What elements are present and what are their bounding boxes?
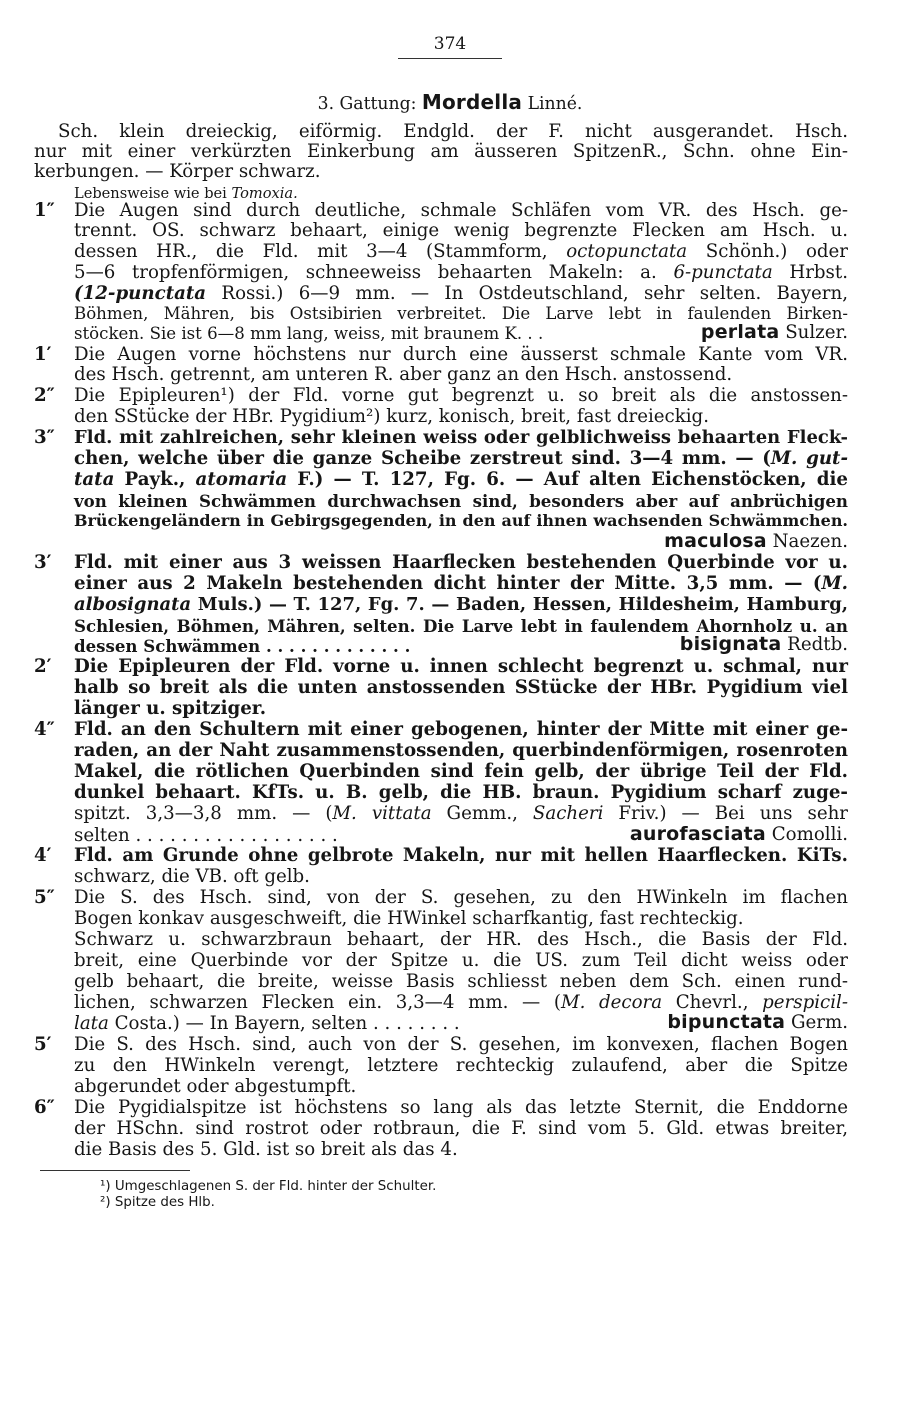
species-name: bisignata xyxy=(679,633,782,655)
entry-line: abgerundet oder abgestumpft. xyxy=(74,1076,357,1097)
key-marker: 2″ xyxy=(34,385,55,406)
entry-line: Schlesien, Böhmen, Mähren, selten. Die Larve lebt in faulendem Ahornholz u. an xyxy=(74,616,848,636)
page-number-rule xyxy=(398,58,502,59)
key-marker: 1′ xyxy=(34,344,52,365)
entry-line: Die Epipleuren¹) der Fld. vorne gut begrenzt u. so breit als die anstossen- xyxy=(74,385,848,406)
entry-line: zu den HWinkeln verengt, letztere rechteckig zulaufend, aber die Spitze xyxy=(74,1055,848,1076)
species-line: bipunctata Germ. xyxy=(667,1011,848,1033)
species-name: maculosa xyxy=(664,530,767,552)
entry-line: Die S. des Hsch. sind, von der S. gesehen, zu den HWinkeln im flachen xyxy=(74,887,848,908)
entry-line: lata Costa.) — In Bayern, selten . . . . . . . . xyxy=(74,1013,460,1034)
entry-line: schwarz, die VB. oft gelb. xyxy=(74,866,310,887)
entry-line: selten . . . . . . . . . . . . . . . . . . xyxy=(74,825,338,846)
entry-line: gelb behaart, die breite, weisse Basis schliesst neben dem Sch. einen rund- xyxy=(74,971,848,992)
entry-line: trennt. OS. schwarz behaart, einige wenig begrenzte Flecken am Hsch. u. xyxy=(74,220,848,241)
entry-line: einer aus 2 Makeln bestehenden dicht hinter der Mitte. 3,5 mm. — (M. xyxy=(74,573,848,594)
key-marker: 4″ xyxy=(34,719,55,740)
entry-line: raden, an der Naht zusammenstossenden, querbindenförmigen, rosenroten xyxy=(74,740,848,761)
heading-prefix: 3. Gattung: xyxy=(317,94,422,114)
footnote: ¹) Umgeschlagenen S. der Fld. hinter der Schulter. xyxy=(100,1179,437,1194)
entry-line: dessen Schwämmen . . . . . . . . . . . . . xyxy=(74,636,411,656)
key-marker: 1″ xyxy=(34,200,55,221)
entry-line: stöcken. Sie ist 6—8 mm lang, weiss, mit braunem K. . . xyxy=(74,324,544,343)
entry-line: breit, eine Querbinde vor der Spitze u. die US. zum Teil dicht weiss oder xyxy=(74,950,848,971)
species-line: bisignata Redtb. xyxy=(679,633,848,655)
species-name: aurofasciata xyxy=(629,823,766,845)
genus-author: Linné. xyxy=(522,94,583,114)
entry-line: Fld. an den Schultern mit einer gebogenen, hinter der Mitte mit einer ge- xyxy=(74,719,848,740)
key-marker: 5″ xyxy=(34,887,55,908)
intro-line: Sch. klein dreieckig, eiförmig. Endgld. der F. nicht ausgerandet. Hsch. xyxy=(58,121,848,142)
species-line: perlata Sulzer. xyxy=(700,321,848,343)
page-number: 374 xyxy=(433,34,467,54)
entry-line: des Hsch. getrennt, am unteren R. aber ganz an den Hsch. anstossend. xyxy=(74,364,733,385)
entry-line: Böhmen, Mähren, bis Ostsibirien verbreitet. Die Larve lebt in faulenden Birken- xyxy=(74,304,848,323)
entry-line: Die S. des Hsch. sind, auch von der S. gesehen, im konvexen, flachen Bogen xyxy=(74,1034,848,1055)
key-marker: 3′ xyxy=(34,552,52,573)
key-marker: 2′ xyxy=(34,656,52,677)
entry-line: tata Payk., atomaria F.) — T. 127, Fg. 6. — Auf alten Eichenstöcken, die xyxy=(74,469,848,490)
entry-line: Schwarz u. schwarzbraun behaart, der HR. des Hsch., die Basis der Fld. xyxy=(74,929,848,950)
key-marker: 5′ xyxy=(34,1034,52,1055)
key-marker: 6″ xyxy=(34,1097,55,1118)
key-marker: 3″ xyxy=(34,427,55,448)
entry-line: lichen, schwarzen Flecken ein. 3,3—4 mm. — (M. decora Chevrl., perspicil- xyxy=(74,992,848,1013)
lebensweise-note: Lebensweise wie bei Tomoxia. xyxy=(74,185,298,202)
genus-name: Mordella xyxy=(421,90,523,114)
entry-line: Die Pygidialspitze ist höchstens so lang als das letzte Sternit, die Enddorne xyxy=(74,1097,848,1118)
entry-line: Fld. am Grunde ohne gelbrote Makeln, nur mit hellen Haarflecken. KiTs. xyxy=(74,845,848,866)
entry-line: (12-punctata Rossi.) 6—9 mm. — In Ostdeutschland, sehr selten. Bayern, xyxy=(74,283,848,304)
entry-line: Die Augen vorne höchstens nur durch eine äusserst schmale Kante vom VR. xyxy=(74,344,848,365)
entry-line: Makel, die rötlichen Querbinden sind fein gelb, der übrige Teil der Fld. xyxy=(74,761,848,782)
entry-line: chen, welche über die ganze Scheibe zerstreut sind. 3—4 mm. — (M. gut- xyxy=(74,448,848,469)
footnote: ²) Spitze des Hlb. xyxy=(100,1195,215,1210)
intro-line: kerbungen. — Körper schwarz. xyxy=(34,161,321,182)
footnote-rule xyxy=(40,1170,190,1171)
entry-line: Fld. mit zahlreichen, sehr kleinen weiss oder gelblichweiss behaarten Fleck- xyxy=(74,427,848,448)
entry-line: halb so breit als die unten anstossenden SStücke der HBr. Pygidium viel xyxy=(74,677,848,698)
entry-line: der HSchn. sind rostrot oder rotbraun, die F. sind vom 5. Gld. etwas breiter, xyxy=(74,1118,848,1139)
entry-line: Die Augen sind durch deutliche, schmale Schläfen vom VR. des Hsch. ge- xyxy=(74,200,848,221)
entry-line: albosignata Muls.) — T. 127, Fg. 7. — Baden, Hessen, Hildesheim, Hamburg, xyxy=(74,594,848,615)
entry-line: Bogen konkav ausgeschweift, die HWinkel scharfkantig, fast rechteckig. xyxy=(74,908,744,929)
entry-line: 5—6 tropfenförmigen, schneeweiss behaarten Makeln: a. 6-punctata Hrbst. xyxy=(74,262,848,283)
key-marker: 4′ xyxy=(34,845,52,866)
intro-line: nur mit einer verkürzten Einkerbung am äusseren SpitzenR., Schn. ohne Ein- xyxy=(34,141,848,162)
entry-line: Brückengeländern in Gebirgsgegenden, in den auf ihnen wachsenden Schwämmchen. xyxy=(74,511,848,530)
species-name: bipunctata xyxy=(667,1011,786,1033)
species-line: maculosa Naezen. xyxy=(664,530,848,552)
entry-line: den SStücke der HBr. Pygidium²) kurz, konisch, breit, fast dreieckig. xyxy=(74,406,709,427)
entry-line: länger u. spitziger. xyxy=(74,698,267,719)
entry-line: dessen HR., die Fld. mit 3—4 (Stammform, octopunctata Schönh.) oder xyxy=(74,241,848,262)
entry-line: spitzt. 3,3—3,8 mm. — (M. vittata Gemm., Sacheri Friv.) — Bei uns sehr xyxy=(74,803,848,824)
entry-line: Die Epipleuren der Fld. vorne u. innen schlecht begrenzt u. schmal, nur xyxy=(74,656,848,677)
species-line: aurofasciata Comolli. xyxy=(629,823,848,845)
entry-line: dunkel behaart. KfTs. u. B. gelb, die HB. braun. Pygidium scharf zuge- xyxy=(74,782,848,803)
species-name: perlata xyxy=(700,321,780,343)
genus-heading xyxy=(0,92,900,114)
entry-line: von kleinen Schwämmen durchwachsen sind, besonders aber auf anbrüchigen xyxy=(74,491,848,511)
entry-line: Fld. mit einer aus 3 weissen Haarflecken bestehenden Querbinde vor u. xyxy=(74,552,848,573)
entry-line: die Basis des 5. Gld. ist so breit als das 4. xyxy=(74,1139,458,1160)
